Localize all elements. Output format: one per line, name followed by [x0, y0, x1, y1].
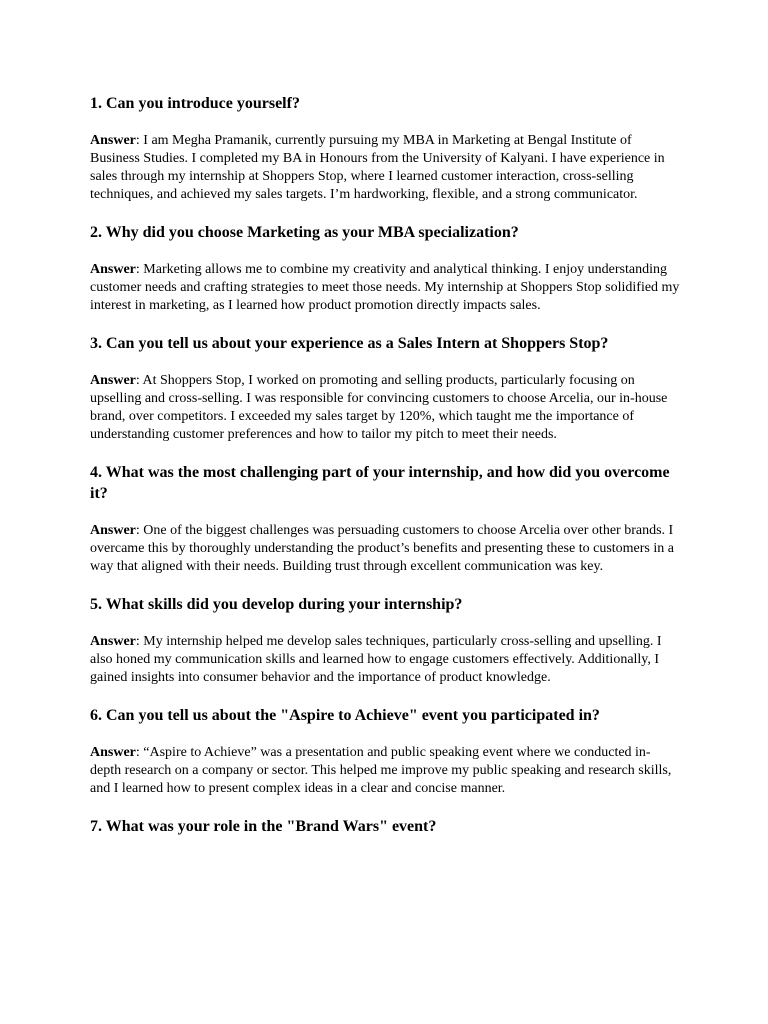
answer-text: : Marketing allows me to combine my creativity and analytical thinking. I enjoy understanding customer needs and crafting strategies to meet those needs. My internship at Shoppers Stop solidified my interest in marketing, as I learned how product promotion directly impacts sales.: [90, 262, 680, 313]
answer-label: Answer: [90, 262, 136, 277]
answer-label: Answer: [90, 523, 136, 538]
question-1: 1. Can you introduce yourself?: [90, 95, 300, 112]
answer-2: [90, 261, 680, 315]
answer-text: : I am Megha Pramanik, currently pursuing my MBA in Marketing at Bengal Institute of Business Studies. I completed my BA in Honours from the University of Kalyani. I have experience in sales through my internship at Shoppers Stop, where I learned customer interaction, cross-selling techniques, and achieved my sales targets. I’m hardworking, flexible, and a strong communicator.: [90, 133, 665, 202]
answer-text: : “Aspire to Achieve” was a presentation and public speaking event where we conducted in-depth research on a company or sector. This helped me improve my public speaking and research skills, and I learned how to present complex ideas in a clear and concise manner.: [90, 745, 672, 796]
answer-text: : My internship helped me develop sales techniques, particularly cross-selling and upselling. I also honed my communication skills and learned how to engage customers effectively. Additionally, I gained insights into consumer behavior and the importance of product knowledge.: [90, 634, 662, 685]
answer-label: Answer: [90, 634, 136, 649]
answer-label: Answer: [90, 745, 136, 760]
document-page: [90, 93, 680, 855]
answer-4: [90, 522, 680, 576]
answer-text: : At Shoppers Stop, I worked on promoting and selling products, particularly focusing on upselling and cross-selling. I was responsible for convincing customers to choose Arcelia, our in-house brand, over competitors. I exceeded my sales target by 120%, which taught me the importance of understanding customer preferences and how to tailor my pitch to meet their needs.: [90, 373, 668, 442]
question-5: 5. What skills did you develop during your internship?: [90, 596, 463, 613]
answer-label: Answer: [90, 133, 136, 148]
answer-3: [90, 372, 680, 444]
question-4: 4. What was the most challenging part of your internship, and how did you overcome it?: [90, 464, 670, 502]
answer-5: [90, 633, 680, 687]
question-7: 7. What was your role in the "Brand Wars" event?: [90, 818, 437, 835]
question-6: 6. Can you tell us about the "Aspire to Achieve" event you participated in?: [90, 707, 600, 724]
question-2: 2. Why did you choose Marketing as your MBA specialization?: [90, 224, 519, 241]
answer-text: : One of the biggest challenges was persuading customers to choose Arcelia over other brands. I overcame this by thoroughly understanding the product’s benefits and presenting these to customers in a way that aligned with their needs. Building trust through excellent communication was key.: [90, 523, 674, 574]
answer-label: Answer: [90, 373, 136, 388]
answer-6: [90, 744, 680, 798]
answer-1: [90, 132, 680, 204]
question-3: 3. Can you tell us about your experience as a Sales Intern at Shoppers Stop?: [90, 335, 609, 352]
